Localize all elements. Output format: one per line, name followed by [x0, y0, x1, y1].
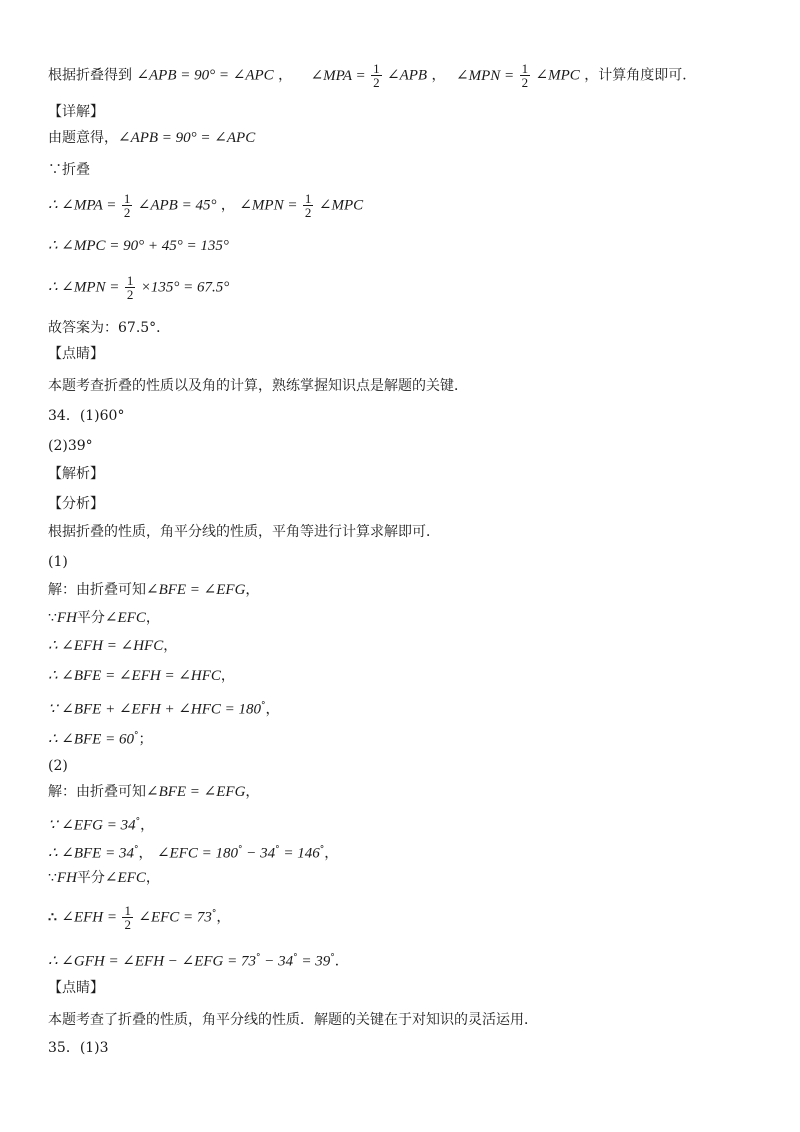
line-5: [48, 192, 363, 219]
degree: °: [261, 701, 266, 711]
line-7: [48, 274, 229, 301]
math: ∴ ∠EFH = ∠HFC: [48, 638, 164, 654]
degree: °: [319, 845, 325, 855]
math: ∠EFC: [104, 870, 146, 886]
text: ，计算角度即可．: [584, 67, 697, 84]
text: ，: [324, 845, 339, 862]
line-13: (1): [48, 554, 68, 570]
line-22: [48, 812, 154, 836]
degree: °: [133, 731, 139, 741]
line-4: ∵折叠: [48, 162, 90, 178]
heading-dianjing-1: 【点睛】: [48, 346, 104, 362]
text: ．: [334, 953, 349, 970]
math: ∠APB = 90° = ∠APC: [118, 130, 256, 146]
math: ∠EFC: [104, 610, 146, 626]
fraction-half: $\frac{1}{2}$: [124, 903, 131, 933]
heading-xiangjie: 【详解】: [48, 104, 104, 120]
text: ，: [145, 870, 160, 886]
text: ，: [265, 701, 280, 718]
text: ∵: [48, 870, 57, 886]
math: = 39: [297, 953, 331, 970]
text: ；: [138, 731, 153, 748]
text: ，: [216, 909, 231, 926]
math: ∠APB: [387, 67, 428, 84]
text: ，: [245, 784, 260, 800]
text: ，: [140, 817, 155, 834]
math: − 34: [260, 953, 294, 970]
text: ，: [145, 610, 160, 626]
degree: °: [330, 953, 335, 963]
math: ∠BFE = ∠EFG: [146, 582, 246, 598]
line-14: [48, 580, 259, 600]
math: = 146: [279, 845, 320, 862]
degree: °: [133, 845, 139, 855]
math: ∠EFC = 73: [138, 909, 212, 926]
line-9: 本题考查折叠的性质以及角的计算，熟练掌握知识点是解题的关键．: [48, 378, 468, 394]
text: 平分: [76, 610, 105, 626]
degree: °: [237, 845, 243, 855]
math: ∠MPN =: [456, 67, 515, 84]
heading-fenxi: 【分析】: [48, 496, 104, 512]
text: ，: [431, 67, 446, 84]
line-21: [48, 782, 259, 802]
math: ∠MPN =: [239, 197, 298, 214]
math: ∴ ∠BFE = 34: [48, 845, 134, 862]
text: ，: [245, 582, 260, 598]
text: ，: [278, 67, 293, 84]
line-26: [48, 948, 349, 972]
text: ∵: [48, 610, 57, 626]
line-27: 本题考查了折叠的性质，角平分线的性质．解题的关键在于对知识的灵活运用．: [48, 1012, 538, 1028]
question-34-part2: (2)39°: [48, 438, 93, 454]
math: ∴ ∠MPA =: [48, 197, 117, 214]
question-35-part1: 35．(1)3: [48, 1040, 109, 1056]
heading-jiexi: 【解析】: [48, 466, 104, 482]
fraction-half: $\frac{1}{2}$: [123, 191, 131, 220]
text: 平分: [76, 870, 105, 886]
math: ∠MPC: [535, 67, 580, 84]
line-25: [48, 904, 230, 931]
therefore-symbol: ∴: [48, 909, 57, 926]
math: ∴ ∠GFH = ∠EFH − ∠EFG = 73: [48, 953, 257, 970]
degree: °: [256, 953, 261, 963]
line-answer: 故答案为：67.5°．: [48, 320, 171, 336]
degree: °: [293, 953, 298, 963]
line-23: [48, 840, 338, 864]
line-17: [48, 666, 235, 686]
math: FH: [56, 610, 77, 626]
degree: °: [211, 909, 217, 919]
fraction-half: $\frac{1}{2}$: [521, 61, 529, 90]
heading-dianjing-2: 【点睛】: [48, 980, 104, 996]
math: ∴ ∠BFE = ∠EFH = ∠HFC: [48, 668, 221, 684]
line-19: [48, 726, 152, 750]
text: 解：由折叠可知: [48, 784, 146, 800]
line-12: 根据折叠的性质，角平分线的性质，平角等进行计算求解即可．: [48, 524, 440, 540]
math: ∵ ∠BFE + ∠EFH + ∠HFC = 180: [48, 701, 262, 718]
math: ∴ ∠MPN =: [48, 279, 120, 296]
degree: °: [275, 845, 280, 855]
line-16: [48, 636, 177, 656]
math: ∠APB = 45°: [137, 197, 217, 214]
line-15: [48, 608, 160, 628]
math: − 34: [242, 845, 276, 862]
math: FH: [56, 870, 77, 886]
text: ，: [138, 845, 153, 862]
text: 解：由折叠可知: [48, 582, 146, 598]
line-6: [48, 236, 229, 256]
math: ∴ ∠MPC = 90° + 45° = 135°: [48, 238, 229, 254]
math: ∵ ∠EFG = 34: [48, 817, 136, 834]
line-20: (2): [48, 758, 68, 774]
question-34-part1: 34．(1)60°: [48, 408, 125, 424]
fraction-half: $\frac{1}{2}$: [126, 273, 134, 302]
math: ∠EFH =: [61, 909, 117, 926]
line-intro: [48, 62, 696, 89]
math: ∠EFC = 180: [156, 845, 238, 862]
math: ∠MPA =: [310, 67, 366, 84]
math: ∴ ∠BFE = 60: [48, 731, 134, 748]
math: ×135° = 67.5°: [140, 279, 230, 296]
line-3: [48, 128, 255, 148]
fraction-half: $\frac{1}{2}$: [373, 61, 380, 90]
line-24: [48, 868, 160, 888]
degree: °: [135, 817, 141, 827]
math: ∠BFE = ∠EFG: [146, 784, 246, 800]
math: ∠MPC: [318, 197, 364, 214]
text: ，: [220, 197, 235, 214]
text: 根据折叠得到: [48, 67, 132, 84]
math: ∠APB = 90° = ∠APC: [136, 67, 274, 84]
text: 由题意得，: [48, 130, 118, 146]
text: ，: [220, 668, 235, 684]
text: ，: [163, 638, 178, 654]
line-18: [48, 696, 280, 720]
fraction-half: $\frac{1}{2}$: [304, 191, 312, 220]
